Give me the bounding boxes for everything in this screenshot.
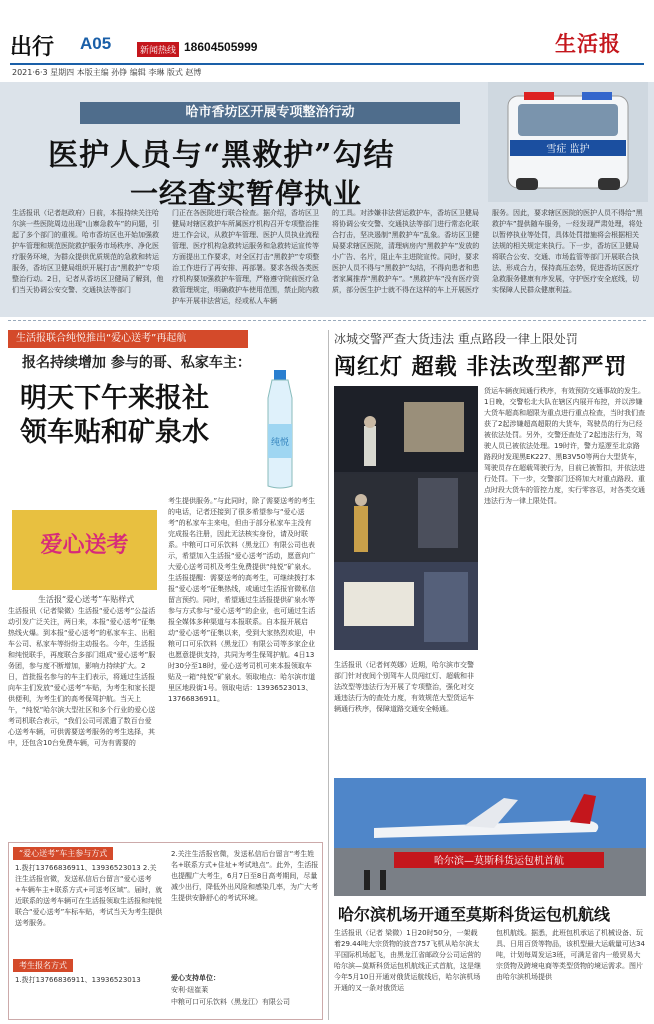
masthead-rule (10, 63, 644, 65)
top-story-headline-1: 医护人员与“黑救护”勾结 (48, 138, 395, 173)
top-story-col-1: 生活报讯（记者赵政府）日前，本报持续关注哈尔滨一些医院周边出现“山寨急救车”的问题，引起了多个部门的重视。哈市香坊区也开始加强救护车管理和规范医院救护服务市场秩序、净化医疗服务环境，为群众提供优质规范的急救和转运服务，香坊区卫健局组织开展打击“黑救护”专项整治行动。2日，记者从香坊区卫健局了解到，他们当天协调公安交警、交通执法等部门 (12, 209, 164, 294)
top-story-body (12, 208, 644, 308)
info-text-driver: 1.拨打13766836911、13936523013 2.关注生活报官微，发送私信后台留言“爱心送考+车辆车主+联系方式+可送考区域”。届时，就近联系的送考车辆可在生活报领取生活报和纯悦联合“爱心送考”车标车贴，考试当天为考生提供送考服务。 (15, 864, 163, 927)
left-story-headline-1: 明天下午来报社 (20, 383, 209, 414)
traffic-story-headline: 闯红灯 超载 非法改型都严罚 (334, 354, 628, 380)
traffic-police-photo (334, 386, 478, 650)
hotline-number: 18604505999 (184, 40, 258, 54)
hotline-label: 新闻热线 (137, 42, 179, 57)
info-text-student: 1.拨打13766836911、13936523013 (15, 976, 141, 984)
sticker-caption: 生活报“爱心送考”车贴样式 (38, 595, 135, 604)
info-box (8, 842, 323, 1020)
cargo-plane-photo (334, 778, 646, 896)
sponsor-2: 中粮可口可乐饮料（黑龙江）有限公司 (171, 998, 290, 1006)
sponsor-1: 安利·纽崔莱 (171, 986, 209, 994)
water-bottle-photo (256, 370, 304, 490)
top-story (0, 82, 654, 317)
info-text-right: 2.关注生活报官微，发送私信后台留言“考生姓名+联系方式+住址+考试地点”。此外，生活报也提醒广大考生，6月7日至8日高考期间，尽量减少出行，降低外出风险和感染几率，为广大考生提供安静舒心的考试环境。 (171, 850, 319, 902)
top-story-kicker: 哈市香坊区开展专项整治行动 (80, 102, 460, 124)
section-name: 出行 (10, 34, 55, 60)
top-story-col-2: 门正在各医院进行联合检查。据介绍，香坊区卫健局对辖区救护车所属医疗机构召开专项整治推进工作会议，从救护车管理、医护人员执业流程管理、医疗机构急救转运服务和急救转运宣传等方面提出工作要求，对全区打击“黑救护”专项整治工作进行了再安排、再部署。要求各级各类医疗机构要加强救护车管理，严格遵守院前医疗急救管理规定，明确救护车使用范围，禁止院内救护车开展非法营运，经或私人车辆 (172, 209, 320, 305)
plane-banner: 哈尔滨—莫斯科货运包机首航 (434, 856, 564, 867)
airport-story-headline: 哈尔滨机场开通至莫斯科货运包机航线 (338, 905, 611, 924)
traffic-story-col-right: 货运车辆夜间通行秩序，有效预防交通事故的发生。1日晚，交警松北大队在辖区内展开布控，并以涉嫌大货车超高和超限为重点进行重点检查，当时我们查获了2起涉嫌超高超限的大货车，驾驶员的行为已经被依法处罚。另外，交警还查处了2起违法行为，驾驶人员已被依法处理。19时许，警力巡逻至北京路路段时发现黑EK227、黑B3V50等两台大型货车，驾驶员存在超载驾驶行为，目前已被暂扣，并依法进行处罚。下一步，交警部门还将加大对重点路段、重点时段大货车的管控力度，实行零容忍，对各类交通违法行为一律上限处罚。 (484, 387, 645, 505)
sponsor-label: 爱心支持单位： (171, 974, 220, 982)
top-story-col-3: 的工具。对涉嫌非法营运救护车，香坊区卫健局将协调公安交警、交通执法等部门进行常态化联合打击，坚决遏制“黑救护车”乱象。香坊区卫健局要求辖区医院，清理病房内“黑救护车”发放的小广告、名片，阻止车主进院宣传。同时，要求医护人员不得与“黑救护”勾结，不得向患者和患者家属推荐“黑救护车”。“黑救护车”没有医疗资质，部分医生护士就不得在这样的车上开展医疗 (332, 209, 480, 294)
sticker-photo (12, 510, 157, 590)
left-story-col-a: 生活报讯（记者梁微）生活报“爱心送考”公益活动引发广泛关注，两日来，本报“爱心送考”征集热线火爆。到本报“爱心送考”的私家车主、出租车公司、私家车等纷纷主动报名。今年，生活报和纯悦联手，再度联合多部门组成“爱心送考”服务团，参与度不断增加，影响力持续扩大。2日，首批报名参与的车主们表示，将通过生活报向车主们发放“爱心送考”车贴，为考生和家长提供便利，为考生们的高考保驾护航。当天上午，“纯悦”哈尔滨大型社区和多个行业的爱心送考司机联合表示，“我们公司可派遣了数百台爱心送考车辆，可供需要送考服务的考生选择，其中，还包含10台免费车辆，可为有需要的 (8, 607, 156, 747)
airport-story-col-a: 生活报讯（记者 梁微）1日20时50分，一架载着29.44吨大宗货物的波音757飞机从哈尔滨太平国际机场起飞，由黑龙江省邮政分公司运营的哈尔滨—莫斯科货运包机航线正式首航，这是继今年5月10日开通对俄货运航线后，哈尔滨机场开通的又一条对俄货运 (334, 929, 481, 992)
top-story-headline-2: 一经查实暂停执业 (130, 177, 363, 210)
left-story (8, 330, 323, 1020)
section-divider (8, 320, 646, 321)
info-tag-driver: “爱心送考”车主参与方式 (13, 847, 113, 860)
page-code: A05 (80, 34, 112, 53)
left-story-headline-2: 领车贴和矿泉水 (20, 417, 209, 448)
airport-story (334, 778, 646, 1020)
info-tag-student: 考生报名方式 (13, 959, 73, 972)
bottle-label: 纯悦 (270, 438, 290, 448)
airport-story-col-b: 包机航线。据悉，此班包机承运了机械设备、玩具、日用百货等物品，该机型最大运载量可达34吨，计划每周发运3班，可满足省内一般贸易大宗货物及跨境电商等类型货物的境运需求。图片由哈尔滨机场提供 (496, 929, 645, 981)
ambulance-photo (488, 82, 648, 202)
ambulance-sign: 雪症 监护 (546, 144, 590, 155)
column-divider (328, 330, 329, 1020)
top-story-col-4: 服务。因此，要求辖区医院的医护人员不得给“黑救护车”提供随车服务，一经发现严肃处理，将处以暂停执业等处罚，具体处罚措施将会根据相关法规的相关规定来执行。下一步，香坊区卫健局将联合公安、交通、市场监管等部门开展联合执法、形成合力，保持高压态势，促进香坊区医疗急救服务健康有序发展，守护医疗安全底线，切实保障人民群众健康利益。 (492, 209, 643, 294)
left-story-tag: 生活报联合纯悦推出“爱心送考”再起航 (8, 330, 248, 348)
newspaper-logo: 生活报 (555, 31, 621, 56)
masthead (0, 0, 654, 82)
traffic-story (334, 330, 646, 770)
left-story-col-b: 考生提供服务。”与此同时，除了需要送考的考生的电话，记者还接到了很多希望参与“爱心送考”的私家车主来电，但由于部分私家车主没有完成报名注册，因此无法核实身份，请及时联系。中粮可口可乐饮料（黑龙江）有限公司也表示，希望加入生活报“爱心送考”活动，愿意向广大爱心送考司机及考生免费提供“纯悦”矿泉水。生活报提醒：需要送考的高考生，可继续拨打本报“爱心送考”征集热线，或通过生活报官微私信留言预约。同时，希望通过生活报提供矿泉水等参与方式参与“爱心送考”的企业，也可通过生活报全媒体多种渠道与本报联系。自本报开展启动“爱心送考”征集以来，受到大家热烈欢迎，中粮可口可乐饮料（黑龙江）有限公司等多家企业也愿意提供支持，共同为考生保驾护航。4日13时30分至18时，爱心送考司机可来本报领取车贴及一箱“纯悦”矿泉水。领取地点：哈尔滨市道里区地段街1号。领取电话：13936523013、13766836911。 (168, 497, 316, 703)
traffic-story-col-left: 生活报讯（记者何英娜）近期，哈尔滨市交警部门针对夜间个别驾车人员闯红灯、超载和非法改型等违法行为开展了专项整治，强化对交通违法行为的查处力度，有效规范大型货运车辆通行秩序，保障道路交通安全畅通。 (334, 661, 474, 713)
traffic-story-kicker: 冰城交警严查大货违法 重点路段一律上限处罚 (334, 332, 578, 346)
left-story-subhead: 报名持续增加 参与的哥、私家车主： (22, 355, 251, 371)
dateline: 2021·6·3 星期四 本版主编 孙铮 编辑 李琳 版式 赵博 (12, 68, 202, 77)
sticker-title: 爱心送考 (40, 532, 129, 558)
